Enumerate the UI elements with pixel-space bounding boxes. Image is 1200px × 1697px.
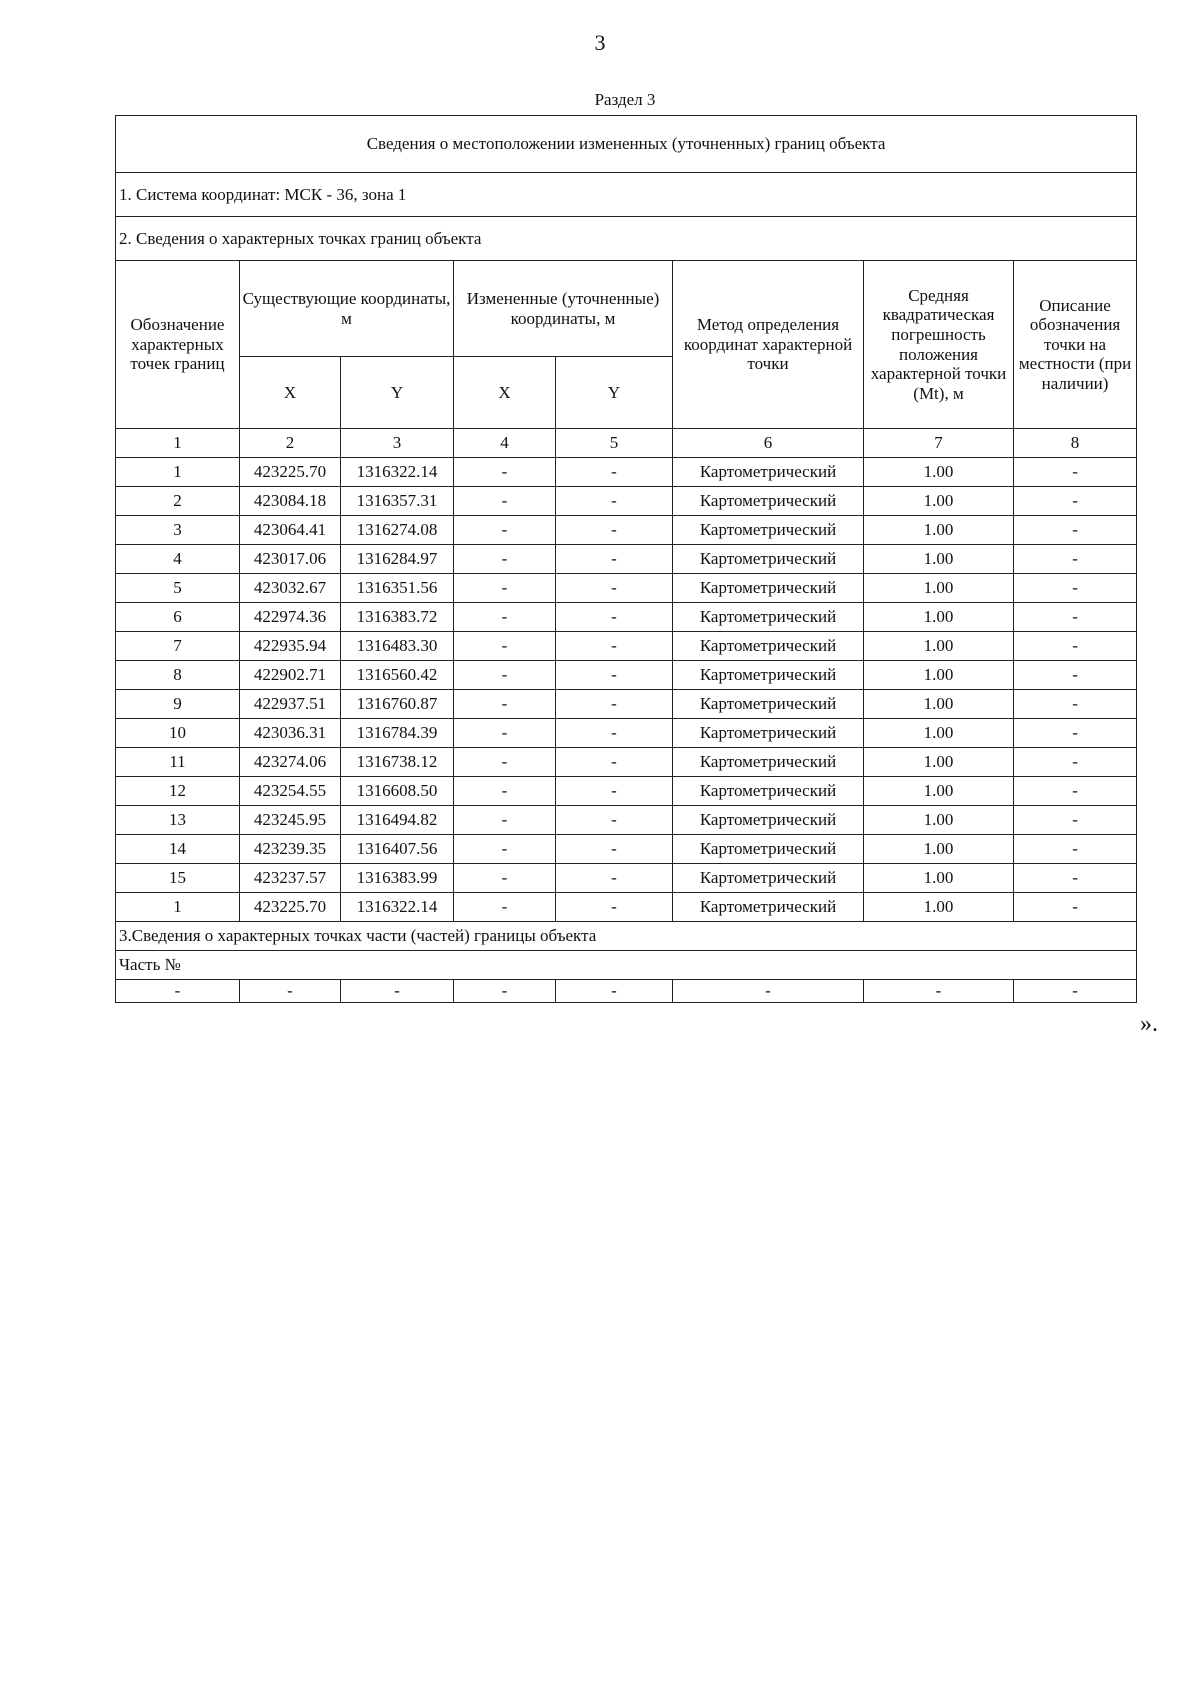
cell-changed-x: -: [454, 748, 556, 777]
header-method: Метод определения координат характерной точки: [673, 261, 864, 429]
cell-point-number: 4: [116, 545, 240, 574]
points-caption: 2. Сведения о характерных точках границ объекта: [116, 217, 1137, 261]
header-error: Средняя квадратическая погрешность положения характерной точки (Mt), м: [864, 261, 1014, 429]
cell-existing-x: 423017.06: [240, 545, 341, 574]
cell-changed-y: -: [556, 661, 673, 690]
page-number: 3: [594, 30, 606, 55]
cell-description: -: [1014, 458, 1137, 487]
cell-changed-y: -: [556, 487, 673, 516]
cell-existing-y: 1316383.72: [341, 603, 454, 632]
cell-mt-error: 1.00: [864, 777, 1014, 806]
cell-changed-x: -: [454, 516, 556, 545]
cell-existing-y: 1316407.56: [341, 835, 454, 864]
cell-existing-y: 1316784.39: [341, 719, 454, 748]
cell-description: -: [1014, 690, 1137, 719]
cell-existing-x: 422935.94: [240, 632, 341, 661]
cell-description: -: [1014, 574, 1137, 603]
cell-changed-y: -: [556, 748, 673, 777]
header-changed-x: X: [454, 357, 556, 429]
cell-method: Картометрический: [673, 458, 864, 487]
cell-changed-y: -: [556, 690, 673, 719]
table-row: [116, 545, 1137, 574]
cell-existing-x: 423036.31: [240, 719, 341, 748]
cell-point-number: 1: [116, 458, 240, 487]
cell-changed-x: -: [454, 835, 556, 864]
cell-mt-error: 1.00: [864, 835, 1014, 864]
cell-point-number: 5: [116, 574, 240, 603]
cell-point-number: 2: [116, 487, 240, 516]
cell-existing-y: 1316383.99: [341, 864, 454, 893]
table-row: [116, 603, 1137, 632]
header-existing-y: Y: [341, 357, 454, 429]
header-description: Описание обозначения точки на местности (при наличии): [1014, 261, 1137, 429]
cell-existing-y: 1316760.87: [341, 690, 454, 719]
cell-point-number: 3: [116, 516, 240, 545]
cell-mt-error: 1.00: [864, 690, 1014, 719]
cell-point-number: 9: [116, 690, 240, 719]
cell-existing-y: 1316284.97: [341, 545, 454, 574]
cell-changed-x: -: [454, 806, 556, 835]
column-numbers-row: [116, 429, 1137, 458]
cell-changed-y: -: [556, 777, 673, 806]
cell-point-number: 14: [116, 835, 240, 864]
cell-method: Картометрический: [673, 574, 864, 603]
table-row: [116, 516, 1137, 545]
cell-mt-error: 1.00: [864, 748, 1014, 777]
table-row: [116, 632, 1137, 661]
cell-mt-error: 1.00: [864, 516, 1014, 545]
cell-changed-y: -: [556, 632, 673, 661]
part-cell: -: [454, 980, 556, 1003]
table-main-title: Сведения о местоположении измененных (уточненных) границ объекта: [116, 116, 1137, 173]
column-number: 1: [116, 429, 240, 458]
cell-method: Картометрический: [673, 661, 864, 690]
cell-changed-x: -: [454, 777, 556, 806]
cell-existing-y: 1316322.14: [341, 458, 454, 487]
cell-changed-x: -: [454, 893, 556, 922]
parts-caption: 3.Сведения о характерных точках части (частей) границы объекта: [116, 922, 1137, 951]
cell-mt-error: 1.00: [864, 719, 1014, 748]
cell-point-number: 1: [116, 893, 240, 922]
cell-description: -: [1014, 545, 1137, 574]
column-number: 5: [556, 429, 673, 458]
cell-changed-x: -: [454, 458, 556, 487]
section-title: Раздел 3: [594, 90, 656, 109]
cell-existing-x: 423225.70: [240, 458, 341, 487]
cell-description: -: [1014, 864, 1137, 893]
cell-existing-y: 1316494.82: [341, 806, 454, 835]
part-cell: -: [1014, 980, 1137, 1003]
cell-existing-y: 1316274.08: [341, 516, 454, 545]
column-number: 2: [240, 429, 341, 458]
cell-method: Картометрический: [673, 545, 864, 574]
cell-changed-y: -: [556, 545, 673, 574]
closing-mark: ».: [1140, 1011, 1158, 1037]
cell-changed-x: -: [454, 603, 556, 632]
header-changed-y: Y: [556, 357, 673, 429]
cell-description: -: [1014, 661, 1137, 690]
cell-changed-y: -: [556, 516, 673, 545]
cell-existing-x: 423084.18: [240, 487, 341, 516]
cell-existing-x: 423032.67: [240, 574, 341, 603]
cell-changed-x: -: [454, 864, 556, 893]
part-points-row: [116, 980, 1137, 1003]
cell-changed-y: -: [556, 835, 673, 864]
cell-description: -: [1014, 748, 1137, 777]
cell-method: Картометрический: [673, 487, 864, 516]
cell-description: -: [1014, 603, 1137, 632]
cell-existing-x: 422937.51: [240, 690, 341, 719]
cell-point-number: 11: [116, 748, 240, 777]
column-number: 6: [673, 429, 864, 458]
cell-changed-y: -: [556, 458, 673, 487]
column-number: 3: [341, 429, 454, 458]
cell-method: Картометрический: [673, 690, 864, 719]
cell-mt-error: 1.00: [864, 545, 1014, 574]
header-changed-coords: Измененные (уточненные) координаты, м: [454, 261, 673, 357]
cell-point-number: 6: [116, 603, 240, 632]
cell-existing-y: 1316608.50: [341, 777, 454, 806]
cell-description: -: [1014, 719, 1137, 748]
cell-point-number: 15: [116, 864, 240, 893]
cell-existing-x: 423237.57: [240, 864, 341, 893]
cell-existing-x: 423245.95: [240, 806, 341, 835]
cell-method: Картометрический: [673, 835, 864, 864]
cell-existing-y: 1316560.42: [341, 661, 454, 690]
cell-description: -: [1014, 777, 1137, 806]
cell-method: Картометрический: [673, 748, 864, 777]
cell-description: -: [1014, 893, 1137, 922]
cell-existing-x: 422902.71: [240, 661, 341, 690]
cell-existing-x: 423254.55: [240, 777, 341, 806]
part-cell: -: [341, 980, 454, 1003]
cell-point-number: 12: [116, 777, 240, 806]
cell-description: -: [1014, 806, 1137, 835]
column-number: 4: [454, 429, 556, 458]
cell-method: Картометрический: [673, 893, 864, 922]
header-designation: Обозначение характерных точек границ: [116, 261, 240, 429]
cell-description: -: [1014, 487, 1137, 516]
cell-method: Картометрический: [673, 719, 864, 748]
part-cell: -: [864, 980, 1014, 1003]
cell-description: -: [1014, 632, 1137, 661]
cell-method: Картометрический: [673, 777, 864, 806]
part-number-label: Часть №: [116, 951, 1137, 980]
table-row: [116, 574, 1137, 603]
column-number: 8: [1014, 429, 1137, 458]
cell-existing-y: 1316322.14: [341, 893, 454, 922]
cell-existing-y: 1316351.56: [341, 574, 454, 603]
cell-changed-x: -: [454, 487, 556, 516]
table-row: [116, 806, 1137, 835]
header-existing-coords: Существующие координаты, м: [240, 261, 454, 357]
part-cell: -: [556, 980, 673, 1003]
cell-existing-x: 423064.41: [240, 516, 341, 545]
cell-changed-y: -: [556, 603, 673, 632]
cell-method: Картометрический: [673, 632, 864, 661]
coordinate-system: 1. Система координат: МСК - 36, зона 1: [116, 173, 1137, 217]
cell-mt-error: 1.00: [864, 893, 1014, 922]
cell-changed-y: -: [556, 864, 673, 893]
cell-changed-y: -: [556, 719, 673, 748]
table-row: [116, 893, 1137, 922]
cell-mt-error: 1.00: [864, 574, 1014, 603]
cell-changed-y: -: [556, 893, 673, 922]
table-row: [116, 719, 1137, 748]
cell-existing-x: 423239.35: [240, 835, 341, 864]
table-row: [116, 661, 1137, 690]
cell-changed-y: -: [556, 574, 673, 603]
cell-changed-x: -: [454, 545, 556, 574]
cell-existing-x: 423225.70: [240, 893, 341, 922]
cell-mt-error: 1.00: [864, 806, 1014, 835]
boundary-points-table: [115, 115, 1137, 1003]
cell-existing-y: 1316483.30: [341, 632, 454, 661]
cell-changed-x: -: [454, 719, 556, 748]
cell-point-number: 8: [116, 661, 240, 690]
cell-changed-y: -: [556, 806, 673, 835]
table-row: [116, 777, 1137, 806]
cell-changed-x: -: [454, 632, 556, 661]
table-row: [116, 690, 1137, 719]
cell-changed-x: -: [454, 574, 556, 603]
cell-existing-x: 423274.06: [240, 748, 341, 777]
cell-method: Картометрический: [673, 806, 864, 835]
cell-existing-y: 1316357.31: [341, 487, 454, 516]
part-cell: -: [240, 980, 341, 1003]
cell-method: Картометрический: [673, 603, 864, 632]
cell-mt-error: 1.00: [864, 458, 1014, 487]
cell-mt-error: 1.00: [864, 864, 1014, 893]
cell-mt-error: 1.00: [864, 632, 1014, 661]
cell-description: -: [1014, 835, 1137, 864]
cell-mt-error: 1.00: [864, 603, 1014, 632]
table-row: [116, 835, 1137, 864]
header-existing-x: X: [240, 357, 341, 429]
cell-description: -: [1014, 516, 1137, 545]
cell-method: Картометрический: [673, 864, 864, 893]
cell-point-number: 13: [116, 806, 240, 835]
cell-mt-error: 1.00: [864, 661, 1014, 690]
cell-existing-x: 422974.36: [240, 603, 341, 632]
cell-changed-x: -: [454, 690, 556, 719]
part-cell: -: [116, 980, 240, 1003]
table-row: [116, 748, 1137, 777]
cell-existing-y: 1316738.12: [341, 748, 454, 777]
column-number: 7: [864, 429, 1014, 458]
cell-method: Картометрический: [673, 516, 864, 545]
cell-point-number: 10: [116, 719, 240, 748]
table-row: [116, 458, 1137, 487]
table-row: [116, 487, 1137, 516]
cell-point-number: 7: [116, 632, 240, 661]
table-row: [116, 864, 1137, 893]
cell-mt-error: 1.00: [864, 487, 1014, 516]
cell-changed-x: -: [454, 661, 556, 690]
part-cell: -: [673, 980, 864, 1003]
